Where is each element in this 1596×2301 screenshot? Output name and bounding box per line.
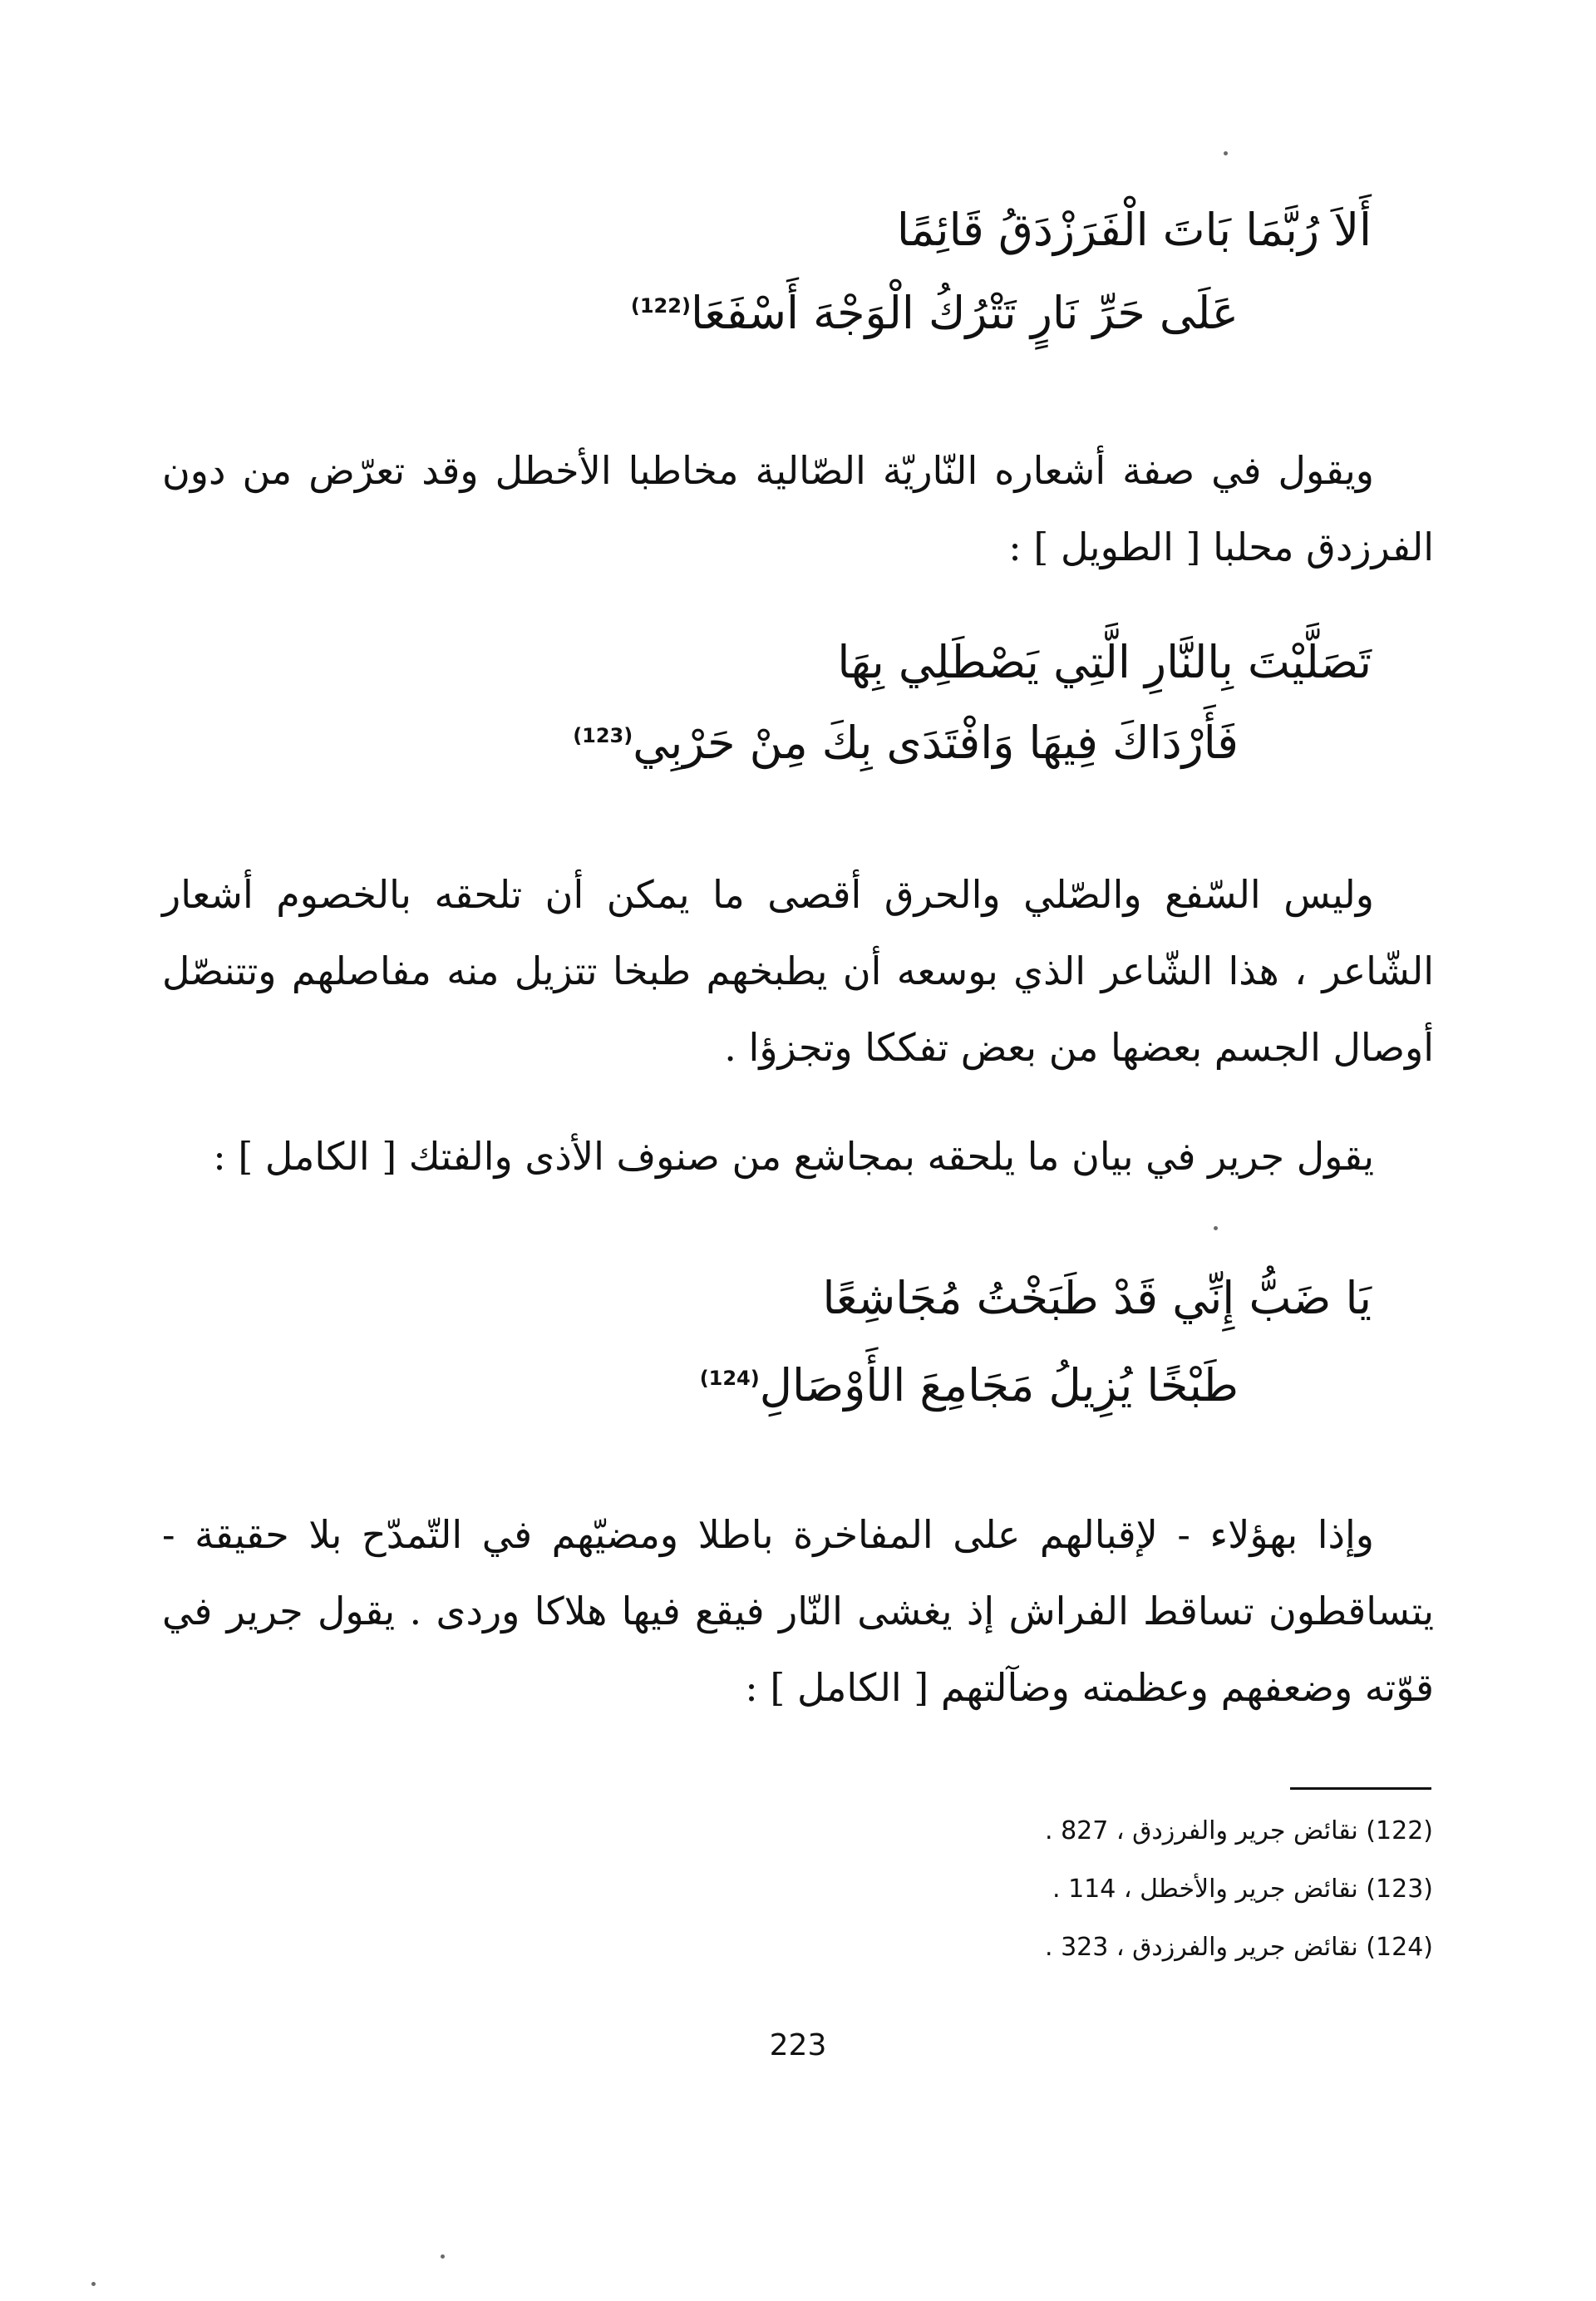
footnote-separator <box>1290 1787 1431 1790</box>
verse-3-second-half <box>308 1359 1239 1413</box>
scan-speck <box>1214 1226 1218 1230</box>
footnote-123: (123) نقائض جرير والأخطل ، 114 . <box>1052 1875 1433 1904</box>
verse-2-second-half-text: فَأَرْدَاكَ فِيهَا وَافْتَدَى بِكَ مِنْ حَرْبِي <box>633 717 1239 769</box>
verse-2-first-half: تَصَلَّيْتَ بِالنَّارِ الَّتِي يَصْطَلِي بِهَا <box>837 636 1372 688</box>
verse-1-second-half-text: عَلَى حَرِّ نَارٍ تَتْرُكُ الْوَجْهَ أَسْفَعَا <box>690 287 1239 339</box>
footnote-122: (122) نقائض جرير والفرزدق ، 827 . <box>1045 1816 1433 1845</box>
verse-3-second-half-text: طَبْخًا يُزِيلُ مَجَامِعَ الأَوْصَالِ <box>759 1359 1239 1412</box>
verse-1-second-half <box>308 287 1239 341</box>
paragraph-1: ويقول في صفة أشعاره النّاريّة الصّالية مخاطبا الأخطل وقد تعرّض من دون الفرزدق محلبا [ الطويل ] : <box>162 448 1434 569</box>
verse-3-first-half: يَا ضَبُّ إِنِّي قَدْ طَبَخْتُ مُجَاشِعًا <box>822 1272 1372 1324</box>
scan-speck <box>441 2254 445 2259</box>
footnote-marker-122: (122) <box>630 294 691 318</box>
footnote-marker-123: (123) <box>573 724 633 747</box>
scan-speck <box>91 2282 96 2286</box>
page-number: 223 <box>769 2028 827 2062</box>
paragraph-2: وليس السّفع والصّلي والحرق أقصى ما يمكن أن تلحقه بالخصوم أشعار الشّاعر ، هذا الشّاعر الذي بوسعه أن يطبخهم طبخا تتزيل منه مفاصلهم وتتنصّل أوصال الجسم بعضها من بعض تفككا وتجزؤا . <box>162 872 1434 1070</box>
verse-1-first-half: أَلاَ رُبَّمَا بَاتَ الْفَرَزْدَقُ قَائِمًا <box>896 204 1372 256</box>
paragraph-3: يقول جرير في بيان ما يلحقه بمجاشع من صنوف الأذى والفتك [ الكامل ] : <box>213 1134 1374 1179</box>
footnote-124: (124) نقائض جرير والفرزدق ، 323 . <box>1045 1933 1433 1962</box>
footnote-marker-124: (124) <box>699 1367 760 1390</box>
scan-speck <box>1224 151 1228 155</box>
paragraph-4: وإذا بهؤلاء - لإقبالهم على المفاخرة باطلا ومضيّهم في التّمدّح بلا حقيقة - يتساقطون تساقط الفراش إذ يغشى النّار فيقع فيها هلاكا وردى . يقول جرير في قوّته وضعفهم وعظمته وضآلتهم [ الكامل ] : <box>162 1512 1434 1710</box>
verse-2-second-half <box>308 717 1239 771</box>
